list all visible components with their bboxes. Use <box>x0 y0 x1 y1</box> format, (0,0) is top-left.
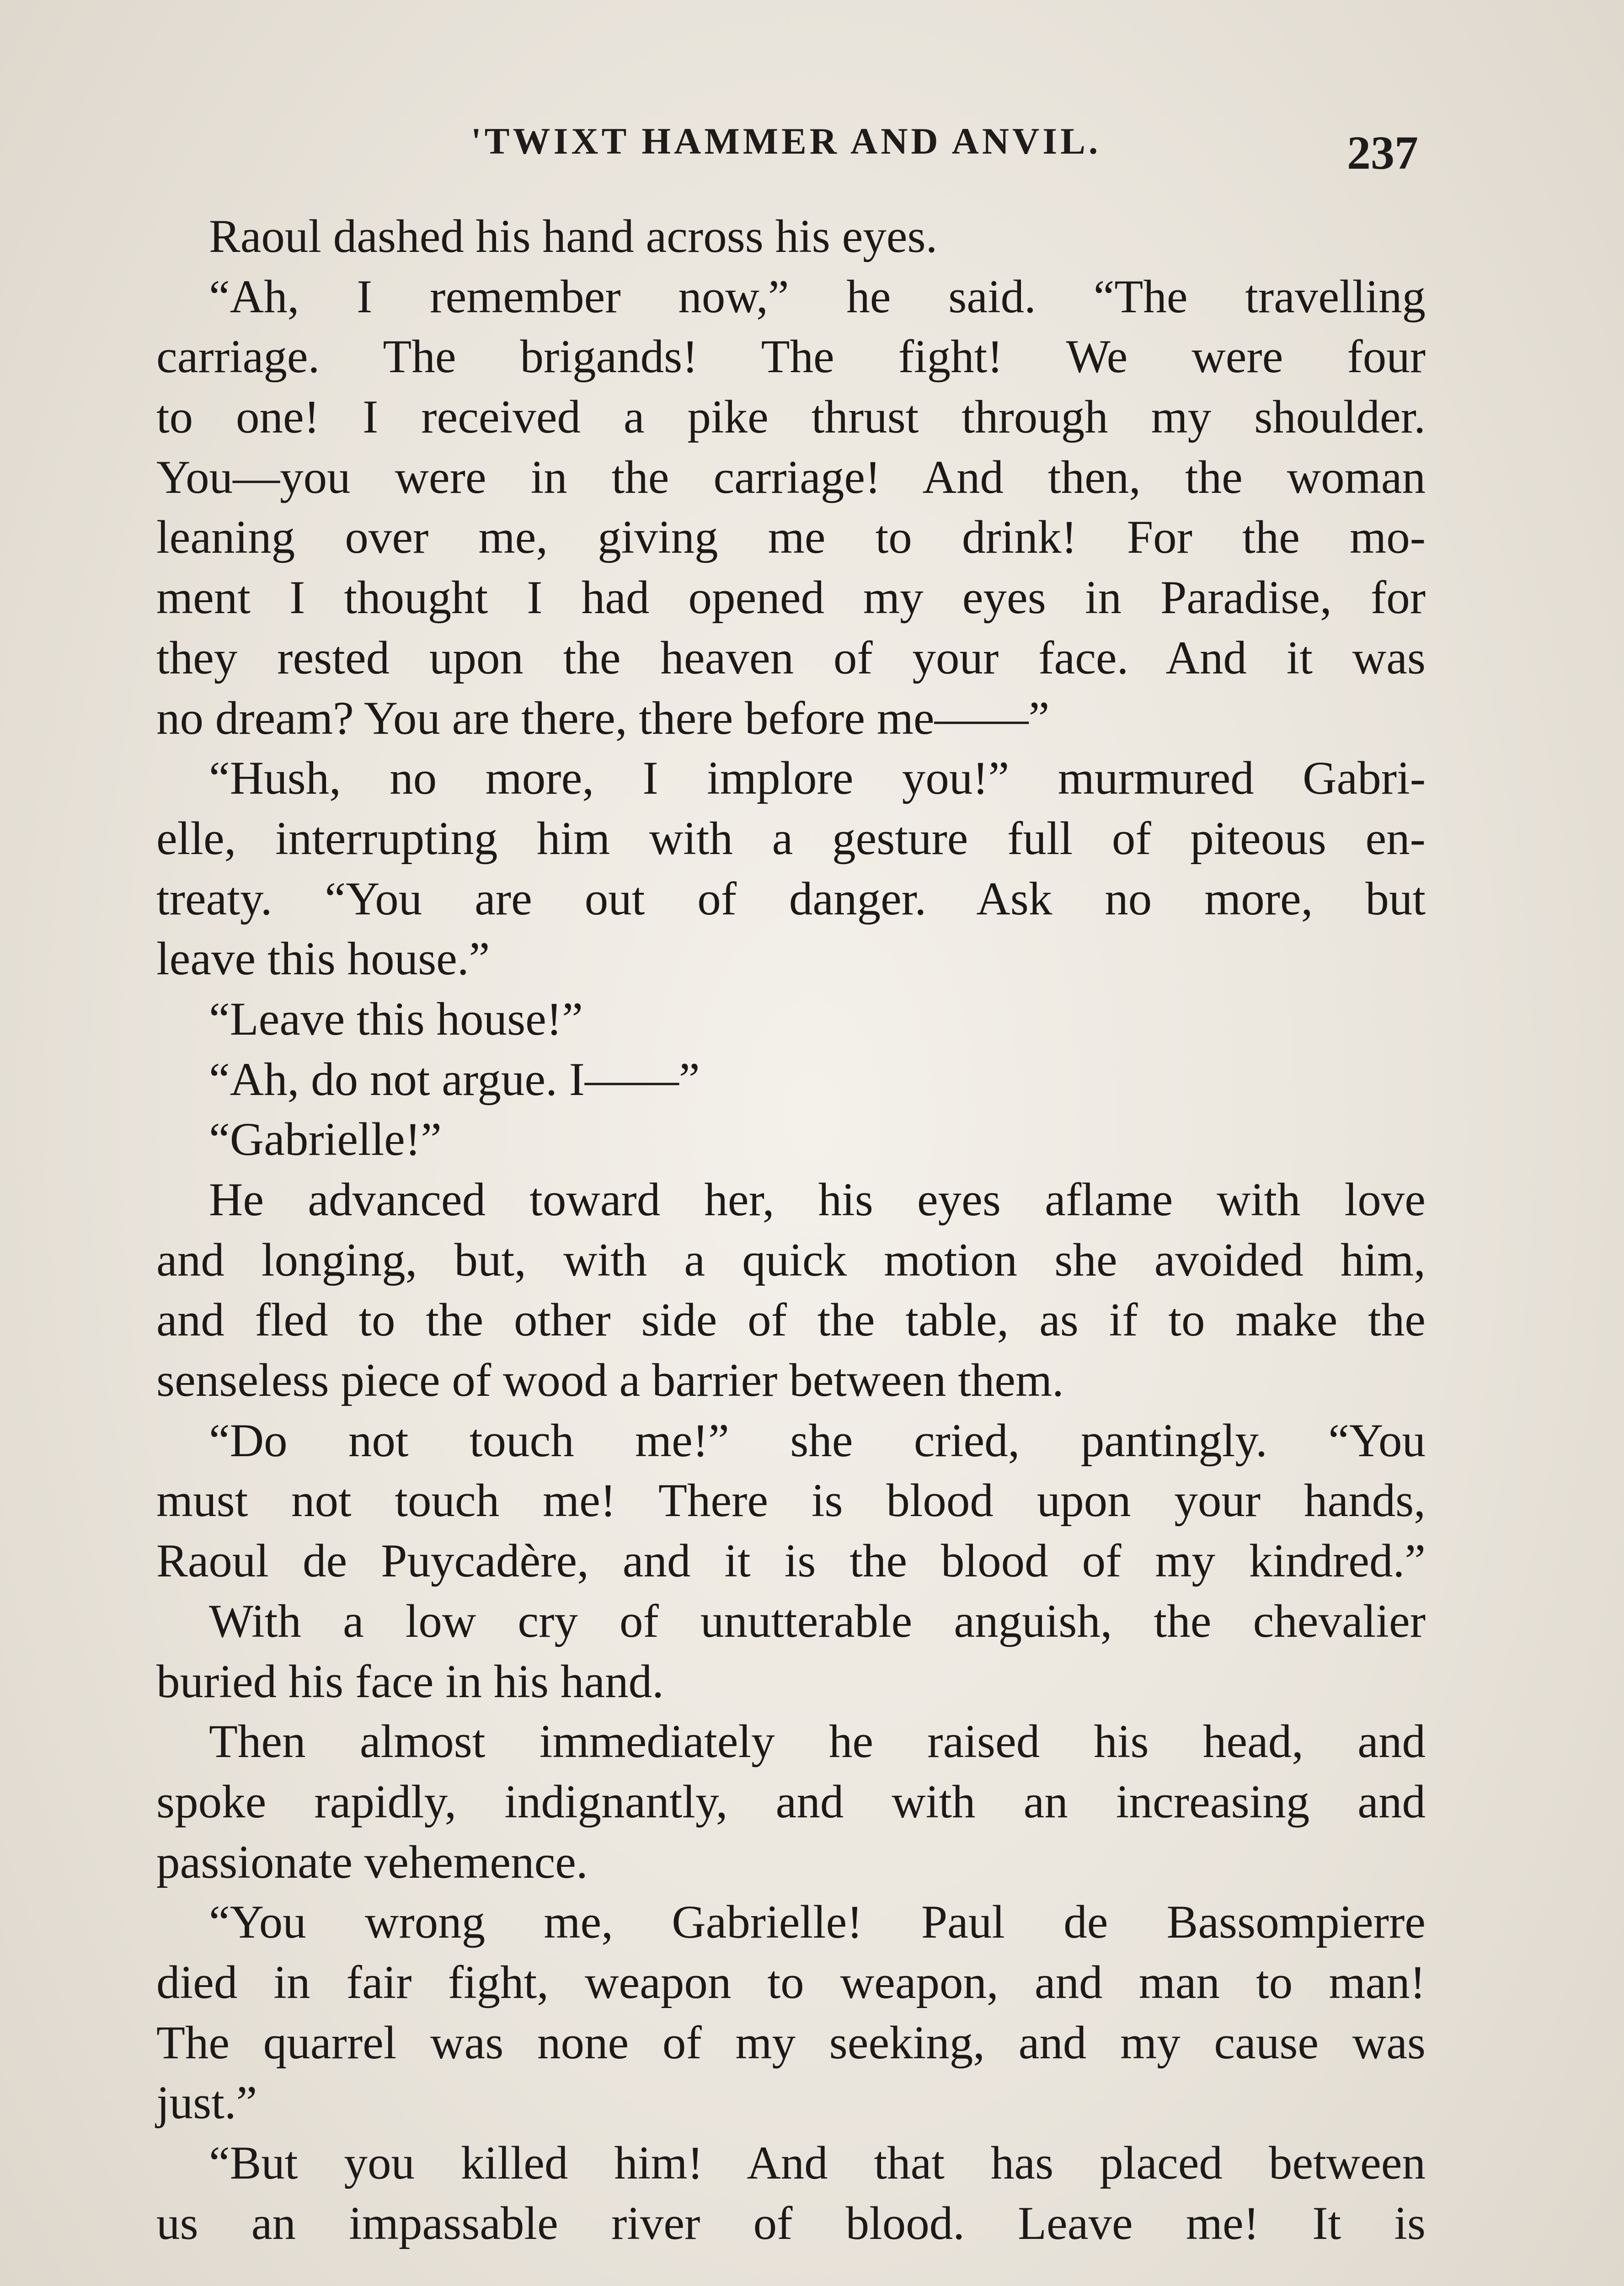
text-line: and fled to the other side of the table, as if to make the <box>156 1294 1426 1346</box>
text-line: leave this house.” <box>156 933 490 985</box>
text-line: to one! I received a pike thrust through my shoulder. <box>156 391 1426 443</box>
text-line: passionate vehemence. <box>156 1836 588 1888</box>
text-line: The quarrel was none of my seeking, and my cause was <box>156 2016 1426 2069</box>
text-line: elle, interrupting him with a gesture full of piteous en- <box>156 812 1426 865</box>
text-line: senseless piece of wood a barrier between them. <box>156 1354 1064 1407</box>
text-line: Raoul dashed his hand across his eyes. <box>209 210 938 262</box>
text-line: and longing, but, with a quick motion she avoided him, <box>156 1234 1426 1286</box>
text-line: just.” <box>156 2077 257 2129</box>
text-line: ment I thought I had opened my eyes in Paradise, for <box>156 572 1426 624</box>
text-line: Raoul de Puycadère, and it is the blood of my kindred.” <box>156 1535 1426 1587</box>
text-line: With a low cry of unutterable anguish, the chevalier <box>209 1595 1426 1647</box>
text-line: You—you were in the carriage! And then, the woman <box>156 451 1426 503</box>
text-line: Then almost immediately he raised his head, and <box>209 1715 1426 1768</box>
text-line: “Hush, no more, I implore you!” murmured Gabri- <box>209 752 1426 805</box>
text-line: buried his face in his hand. <box>156 1655 664 1708</box>
text-line: no dream? You are there, there before me——” <box>156 692 1050 744</box>
running-title: 'TWIXT HAMMER AND ANVIL. <box>471 120 1101 162</box>
text-line: “You wrong me, Gabrielle! Paul de Bassompierre <box>209 1896 1426 1949</box>
text-line: “Leave this house!” <box>209 993 583 1045</box>
text-line: spoke rapidly, indignantly, and with an increasing and <box>156 1775 1426 1828</box>
text-line: “Ah, I remember now,” he said. “The travelling <box>209 270 1426 323</box>
text-line: “Ah, do not argue. I——” <box>209 1053 700 1106</box>
text-line: “Do not touch me!” she cried, pantingly. “You <box>209 1414 1426 1467</box>
text-line: “Gabrielle!” <box>209 1113 442 1166</box>
text-line: leaning over me, giving me to drink! For the mo- <box>156 511 1426 564</box>
text-line: must not touch me! There is blood upon your hands, <box>156 1474 1426 1527</box>
text-line: they rested upon the heaven of your face. And it was <box>156 631 1426 684</box>
text-line: He advanced toward her, his eyes aflame with love <box>209 1174 1426 1226</box>
text-line: treaty. “You are out of danger. Ask no more, but <box>156 872 1426 925</box>
text-line: us an impassable river of blood. Leave me! It is <box>156 2197 1426 2249</box>
text-line: carriage. The brigands! The fight! We were four <box>156 331 1426 383</box>
text-line: died in fair fight, weapon to weapon, and man to man! <box>156 1956 1426 2008</box>
text-line: “But you killed him! And that has placed between <box>209 2137 1426 2189</box>
page-number: 237 <box>1347 127 1418 179</box>
body-text <box>156 207 1426 2254</box>
